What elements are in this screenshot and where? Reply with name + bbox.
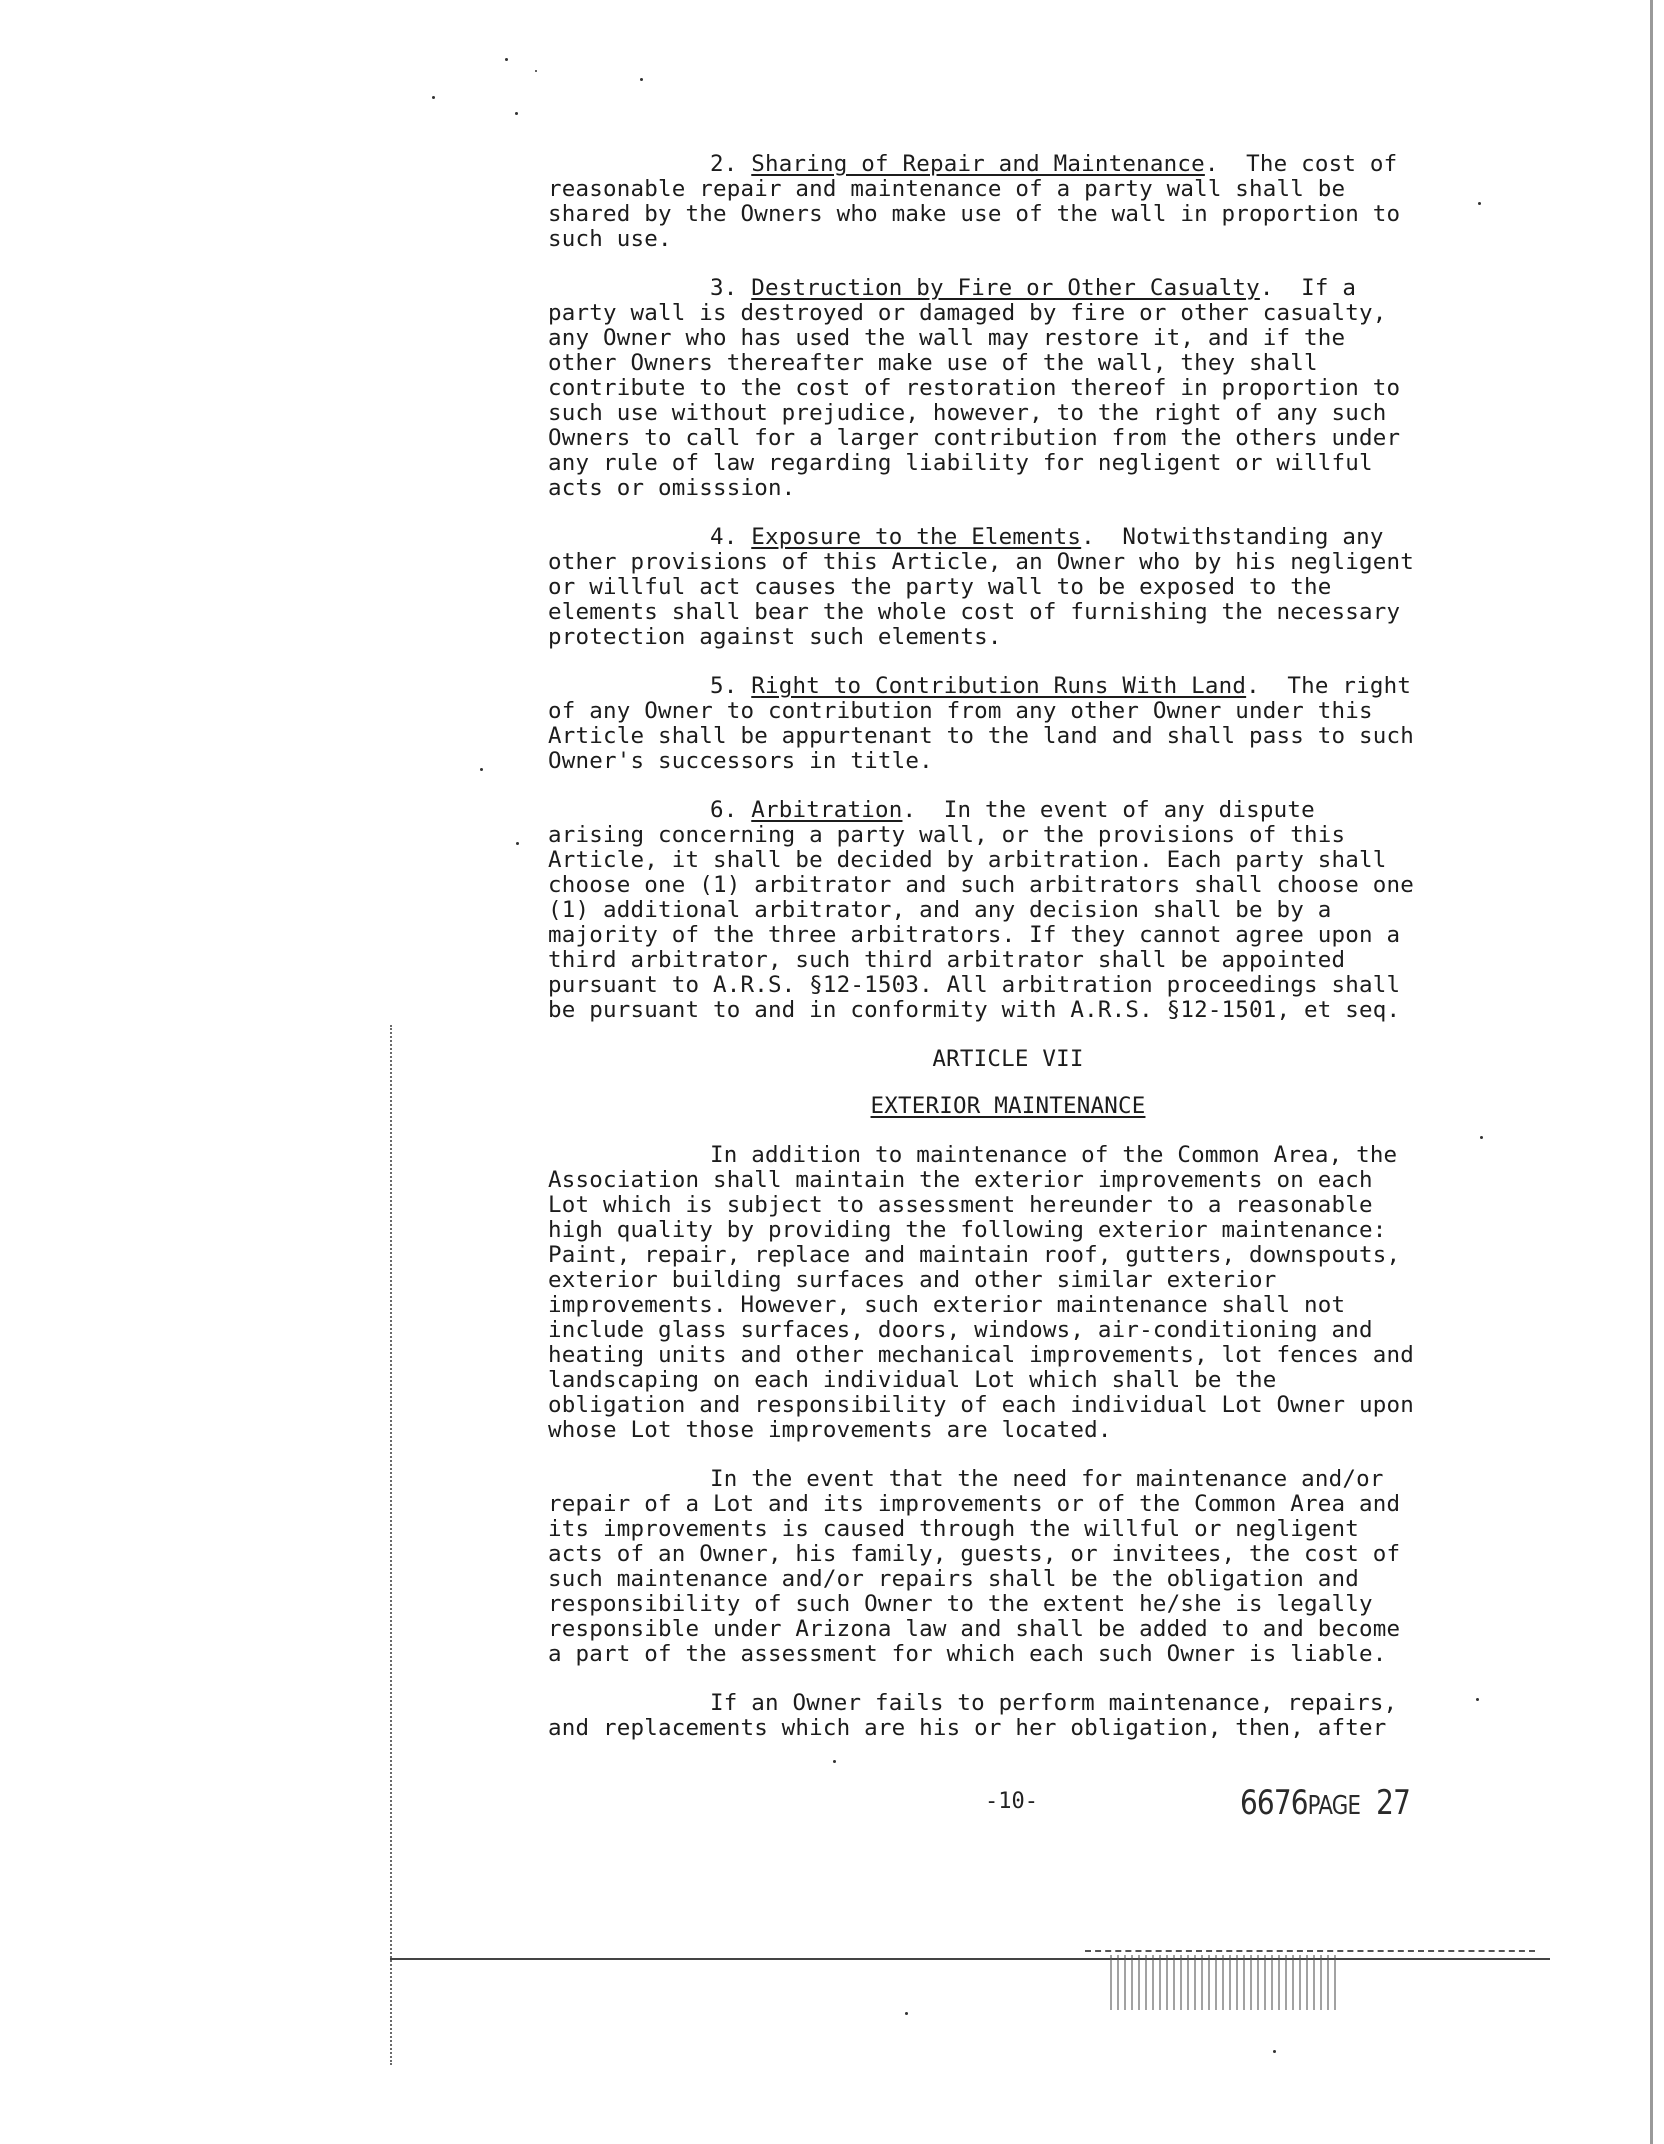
text-line: responsibility of such Owner to the extent he/she is legally <box>548 1591 1373 1617</box>
article-paragraph <box>548 1467 1468 1667</box>
text-line: arising concerning a party wall, or the provisions of this <box>548 822 1346 848</box>
text-line: improvements. However, such exterior maintenance shall not <box>548 1292 1346 1318</box>
scan-speck <box>515 112 518 115</box>
document-body <box>548 152 1468 1765</box>
section-heading: Destruction by Fire or Other Casualty <box>751 275 1260 301</box>
heading-punct: . <box>902 797 917 823</box>
text-line: repair of a Lot and its improvements or of the Common Area and <box>548 1491 1401 1517</box>
text-line: responsible under Arizona law and shall be added to and become <box>548 1616 1401 1642</box>
text-line: choose one (1) arbitrator and such arbitrators shall choose one <box>548 872 1415 898</box>
scan-speck <box>905 2012 908 2015</box>
page-footer <box>0 1783 1664 1833</box>
section-4 <box>548 525 1468 650</box>
text-line: In the event that the need for maintenance and/or <box>710 1466 1384 1492</box>
text-line: The cost of <box>1218 151 1398 177</box>
text-line: such use without prejudice, however, to the right of any such <box>548 400 1387 426</box>
text-line: Association shall maintain the exterior improvements on each <box>548 1167 1373 1193</box>
section-number: 6. <box>710 797 738 823</box>
text-line: any rule of law regarding liability for negligent or willful <box>548 450 1373 476</box>
book-number: 6676 <box>1240 1783 1308 1823</box>
scan-speck <box>640 78 643 81</box>
section-heading: Arbitration <box>751 797 903 823</box>
text-line: include glass surfaces, doors, windows, air-conditioning and <box>548 1317 1373 1343</box>
page-number: -10- <box>985 1789 1038 1814</box>
scan-noise <box>1110 1955 1340 2010</box>
text-line: Lot which is subject to assessment hereunder to a reasonable <box>548 1192 1373 1218</box>
page-label: PAGE <box>1307 1791 1361 1821</box>
text-line: party wall is destroyed or damaged by fire or other casualty, <box>548 300 1387 326</box>
scan-speck <box>1480 1136 1483 1139</box>
section-6 <box>548 798 1468 1023</box>
section-number: 4. <box>710 524 738 550</box>
scan-bottom-line <box>390 1958 1550 1960</box>
section-2 <box>548 152 1468 252</box>
text-line: high quality by providing the following exterior maintenance: <box>548 1217 1387 1243</box>
section-heading: Exposure to the Elements <box>751 524 1082 550</box>
heading-punct: . <box>1246 673 1260 699</box>
text-line: exterior building surfaces and other similar exterior <box>548 1267 1277 1293</box>
heading-punct: . <box>1081 524 1095 550</box>
text-line: heating units and other mechanical improvements, lot fences and <box>548 1342 1415 1368</box>
text-line: third arbitrator, such third arbitrator shall be appointed <box>548 947 1346 973</box>
text-line: pursuant to A.R.S. §12-1503. All arbitration proceedings shall <box>548 972 1401 998</box>
text-line: Paint, repair, replace and maintain roof, gutters, downspouts, <box>548 1242 1401 1268</box>
text-line: shared by the Owners who make use of the wall in proportion to <box>548 201 1401 227</box>
scan-bottom-dashes <box>1085 1950 1535 1952</box>
text-line: If an Owner fails to perform maintenance, repairs, <box>710 1690 1398 1716</box>
text-line: Notwithstanding any <box>1094 524 1384 550</box>
scan-speck <box>505 58 508 61</box>
text-line: its improvements is caused through the willful or negligent <box>548 1516 1360 1542</box>
text-line: If a <box>1273 275 1357 301</box>
text-line: Owners to call for a larger contribution from the others under <box>548 425 1401 451</box>
text-line: elements shall bear the whole cost of furnishing the necessary <box>548 599 1401 625</box>
article-paragraph <box>548 1691 1468 1741</box>
text-line: Article, it shall be decided by arbitration. Each party shall <box>548 847 1387 873</box>
text-line: Owner's successors in title. <box>548 748 933 774</box>
scan-speck <box>516 842 519 845</box>
text-line: majority of the three arbitrators. If they cannot agree upon a <box>548 922 1401 948</box>
section-number: 5. <box>710 673 738 699</box>
text-line: other Owners thereafter make use of the wall, they shall <box>548 350 1318 376</box>
text-line: contribute to the cost of restoration thereof in proportion to <box>548 375 1401 401</box>
section-number: 3. <box>710 275 738 301</box>
text-line: In the event of any dispute <box>916 797 1315 823</box>
text-line: and replacements which are his or her obligation, then, after <box>548 1715 1387 1741</box>
text-line: In addition to maintenance of the Common Area, the <box>710 1142 1398 1168</box>
text-line: The right <box>1259 673 1412 699</box>
recorded-page: 27 <box>1376 1783 1411 1823</box>
section-number: 2. <box>710 151 738 177</box>
text-line: acts or omisssion. <box>548 475 796 501</box>
text-line: reasonable repair and maintenance of a party wall shall be <box>548 176 1346 202</box>
text-line: be pursuant to and in conformity with A.R.S. §12-1501, et seq. <box>548 997 1401 1023</box>
scan-speck <box>1478 202 1481 205</box>
scan-speck <box>1273 2050 1276 2053</box>
text-line: obligation and responsibility of each individual Lot Owner upon <box>548 1392 1415 1418</box>
scan-speck <box>432 96 435 99</box>
text-line: of any Owner to contribution from any other Owner under this <box>548 698 1373 724</box>
heading-punct: . <box>1259 275 1274 301</box>
text-line: or willful act causes the party wall to be exposed to the <box>548 574 1332 600</box>
section-3 <box>548 276 1468 501</box>
heading-punct: . <box>1204 151 1219 177</box>
article-subtitle: EXTERIOR MAINTENANCE <box>870 1093 1146 1119</box>
section-5 <box>548 674 1468 774</box>
article-paragraph <box>548 1143 1468 1443</box>
section-heading: Sharing of Repair and Maintenance <box>751 151 1205 177</box>
article-title: ARTICLE VII <box>932 1046 1084 1072</box>
scan-speck <box>1476 1698 1479 1701</box>
text-line: such maintenance and/or repairs shall be the obligation and <box>548 1566 1360 1592</box>
scan-margin-line <box>390 1025 394 2065</box>
text-line: other provisions of this Article, an Owner who by his negligent <box>548 549 1415 575</box>
text-line: any Owner who has used the wall may restore it, and if the <box>548 325 1346 351</box>
text-line: acts of an Owner, his family, guests, or invitees, the cost of <box>548 1541 1401 1567</box>
text-line: Article shall be appurtenant to the land and shall pass to such <box>548 723 1415 749</box>
recording-stamp <box>1240 1783 1410 1823</box>
text-line: protection against such elements. <box>548 624 1002 650</box>
scan-speck <box>480 768 483 771</box>
scan-speck <box>535 70 537 72</box>
text-line: such use. <box>548 226 672 252</box>
text-line: a part of the assessment for which each such Owner is liable. <box>548 1641 1387 1667</box>
section-heading: Right to Contribution Runs With Land <box>751 673 1247 699</box>
text-line: whose Lot those improvements are located. <box>548 1417 1112 1443</box>
text-line: landscaping on each individual Lot which shall be the <box>548 1367 1277 1393</box>
text-line: (1) additional arbitrator, and any decision shall be by a <box>548 897 1332 923</box>
